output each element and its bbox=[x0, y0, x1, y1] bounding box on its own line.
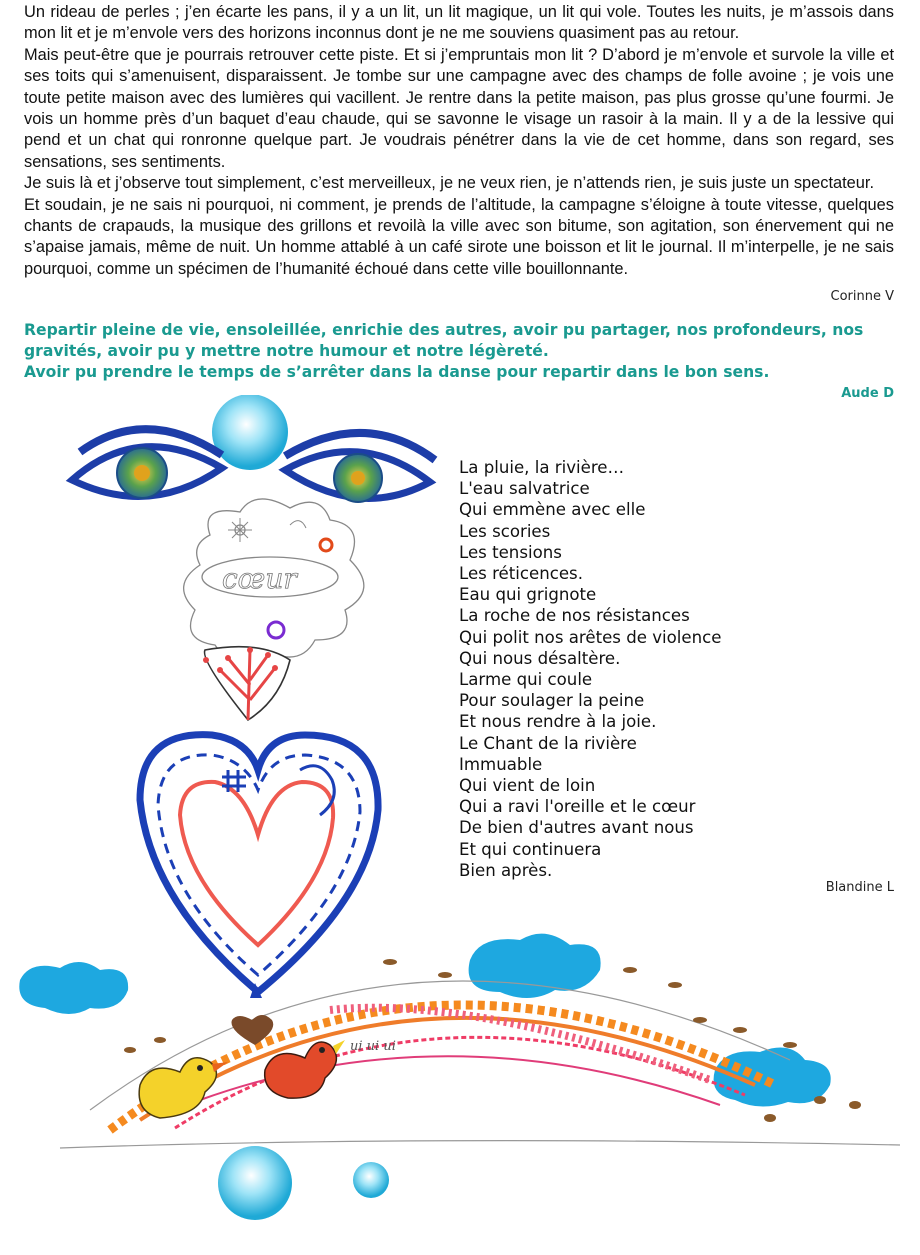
left-eye-icon bbox=[72, 429, 222, 498]
prose-paragraph: Je suis là et j’observe tout simplement, c’est merveilleux, je ne veux rien, je n’attends rien, je suis juste un spectateur. bbox=[24, 174, 874, 193]
cloud-left-icon bbox=[19, 962, 128, 1014]
cloud-word: cœur bbox=[222, 562, 297, 595]
bubble-small-icon bbox=[353, 1162, 389, 1198]
poem-line: Qui emmène avec elle bbox=[459, 500, 646, 520]
leaf-icon bbox=[203, 647, 290, 720]
poem-line: Les tensions bbox=[459, 542, 562, 562]
poem-line: Qui polit nos arêtes de violence bbox=[459, 627, 722, 647]
teal-quote bbox=[24, 320, 904, 383]
poem-line: De bien d'autres avant nous bbox=[459, 818, 694, 838]
signature-blandine: Blandine L bbox=[825, 880, 894, 895]
cloud-right-icon bbox=[714, 1048, 831, 1107]
poem-line: Et qui continuera bbox=[459, 839, 602, 859]
signature-aude: Aude D bbox=[841, 386, 894, 401]
poem-line: Eau qui grignote bbox=[459, 585, 597, 605]
heart-icon bbox=[140, 735, 378, 998]
yellow-bird-icon bbox=[139, 1058, 228, 1118]
signature-corinne: Corinne V bbox=[830, 289, 894, 304]
bubble-large-icon bbox=[218, 1146, 292, 1220]
prose-text bbox=[24, 2, 894, 280]
poem-line: Les scories bbox=[459, 521, 551, 541]
poem-line: Qui a ravi l'oreille et le cœur bbox=[459, 797, 696, 817]
teal-quote-line: Avoir pu prendre le temps de s’arrêter dans la danse pour repartir dans le bon sens. bbox=[24, 363, 770, 381]
poem-line: Le Chant de la rivière bbox=[459, 733, 637, 753]
poem-line: Immuable bbox=[459, 754, 543, 774]
teal-quote-line: Repartir pleine de vie, ensoleillée, enrichie des autres, avoir pu partager, nos profondeurs, nos gravités, avoir pu y mettre notre humour et notre légèreté. bbox=[24, 321, 864, 360]
poem-line: Qui vient de loin bbox=[459, 776, 596, 796]
prose-paragraph: Mais peut-être que je pourrais retrouver cette piste. Et si j’empruntais mon lit ? D’abord je m’envole et survole la ville et ses toits qui s’amenuisent, disparaissent. Je tombe sur une campagne avec des champs de folle avoine ; je vois une toute petite maison avec des lumières qui vacillent. Je rentre dans la petite maison, pas plus grosse qu’une fourmi. Je vois un homme près d’un baquet d’eau chaude, qui se savonne le visage un rasoir à la main. Il y a de la lessive qui pend et un chat qui ronronne quelque part. Je voudrais pénétrer dans la vie de cet homme, dans son regard, ses sensations, ses sentiments. bbox=[24, 45, 894, 171]
poem-line: L'eau salvatrice bbox=[459, 479, 590, 499]
poem-line: Pour soulager la peine bbox=[459, 691, 645, 711]
prose-paragraph: Et soudain, je ne sais ni pourquoi, ni comment, je prends de l’altitude, la campagne s’éloigne à toute vitesse, quelques chants de crapauds, la musique des grillons et revoilà la ville avec son bitume, son agitation, son énervement qui ne s’apaise jamais, même de nuit. Un homme attablé à un café sirote une boisson et lit le journal. Il m’interpelle, je ne sais pourquoi, comme un spécimen de l’humanité échoué dans cette ville bouillonnante. bbox=[24, 195, 894, 278]
poem-line: Bien après. bbox=[459, 860, 553, 880]
right-eye-icon bbox=[285, 433, 435, 502]
bubble-icon bbox=[212, 395, 288, 470]
rainbow-word: ui ui ui bbox=[350, 1039, 396, 1054]
poem-line: Et nous rendre à la joie. bbox=[459, 712, 657, 732]
prose-paragraph: Un rideau de perles ; j’en écarte les pans, il y a un lit, un lit magique, un lit qui vole. Toutes les nuits, je m’assois dans mon lit et je m’envole vers des horizons inconnus dont je ne me souviens quasiment pas au retour. bbox=[24, 3, 894, 43]
poem-line: Qui nous désaltère. bbox=[459, 648, 621, 668]
poem-line: La pluie, la rivière… bbox=[459, 458, 625, 477]
poem bbox=[459, 457, 721, 881]
poem-line: La roche de nos résistances bbox=[459, 606, 690, 626]
poem-line: Larme qui coule bbox=[459, 670, 593, 690]
poem-line: Les réticences. bbox=[459, 564, 583, 584]
cloud-top-icon bbox=[469, 934, 601, 998]
